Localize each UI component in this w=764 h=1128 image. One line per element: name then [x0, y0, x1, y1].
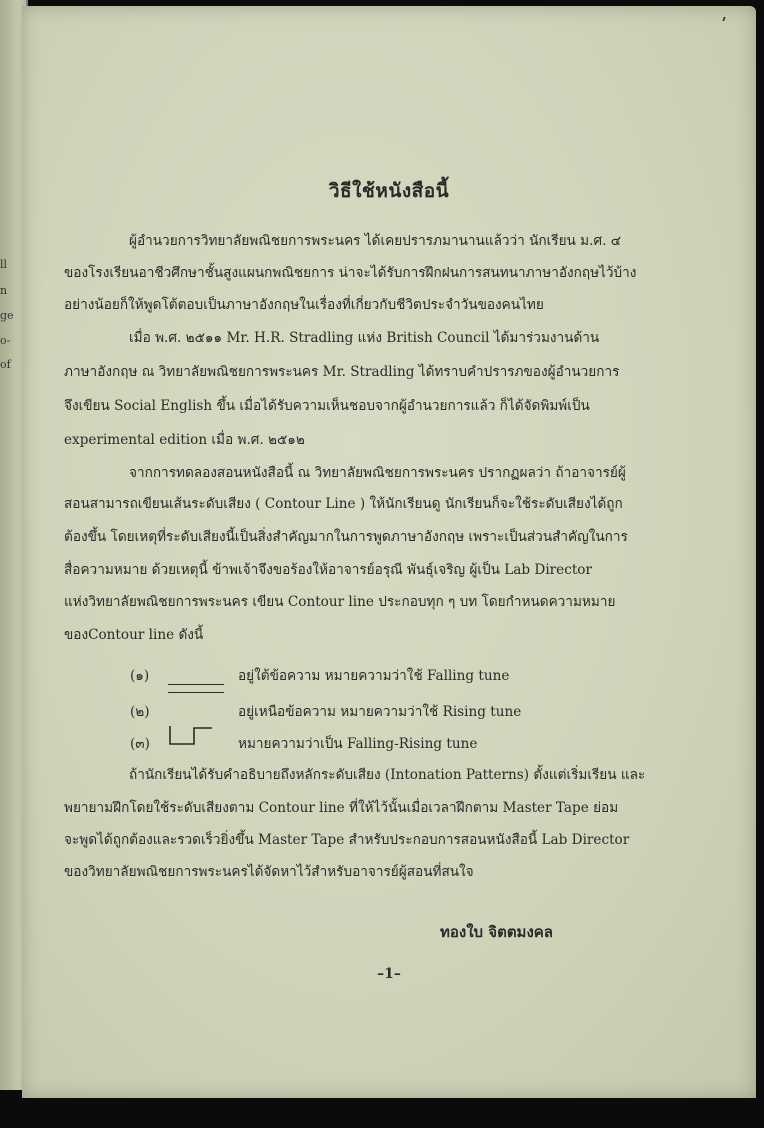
paragraph-2-line-2: ภาษาอังกฤษ ณ วิทยาลัยพณิชยการพระนคร Mr. Stradling ได้ทราบคำปรารภของผู้อำนวยการ [64, 364, 620, 380]
prev-page-fragment: of [0, 358, 11, 371]
paragraph-1-line-3: อย่างน้อยก็ให้พูดโต้ตอบเป็นภาษาอังกฤษในเรื่องที่เกี่ยวกับชีวิตประจำวันของคนไทย [64, 297, 544, 313]
author-signature: ทองใบ จิตตมงคล [440, 923, 553, 941]
contour-item-description: อยู่ใต้ข้อความ หมายความว่าใช้ Falling tune [238, 668, 510, 684]
prev-page-fragment: ll [0, 258, 8, 271]
paragraph-3-line-6: ของContour line ดังนี้ [64, 627, 204, 643]
prev-page-fragment: o- [0, 334, 11, 347]
contour-item-number: (๒) [130, 704, 150, 720]
contour-item-description: อยู่เหนือข้อความ หมายความว่าใช้ Rising tune [238, 704, 522, 720]
contour-item-falling-rising [22, 724, 756, 758]
falling-contour-line [168, 684, 224, 685]
corner-mark: ’ [721, 14, 727, 35]
contour-item-falling [22, 660, 756, 690]
paragraph-1-line-1: ผู้อำนวยการวิทยาลัยพณิชยการพระนคร ได้เคยปรารภมานานแล้วว่า นักเรียน ม.ศ. ๔ [129, 233, 622, 249]
contour-item-rising [22, 692, 756, 722]
contour-item-number: (๑) [130, 668, 150, 684]
rising-contour-line [168, 692, 224, 693]
book-page [22, 6, 756, 1098]
page-title: วิธีใช้หนังสือนี้ [328, 180, 450, 202]
contour-item-number: (๓) [130, 736, 150, 752]
paragraph-3-line-2: สอนสามารถเขียนเส้นระดับเสียง ( Contour Line ) ให้นักเรียนดู นักเรียนก็จะใช้ระดับเสียงได้ถูก [64, 496, 623, 512]
paragraph-2-line-3: จึงเขียน Social English ขึ้น เมื่อได้รับความเห็นชอบจากผู้อำนวยการแล้ว ก็ได้จัดพิมพ์เป็น [64, 398, 590, 414]
paragraph-1-line-2: ของโรงเรียนอาชีวศึกษาชั้นสูงแผนกพณิชยการ น่าจะได้รับการฝึกฝนการสนทนาภาษาอังกฤษไว้บ้าง [64, 265, 637, 281]
paragraph-2-line-4: experimental edition เมื่อ พ.ศ. ๒๕๑๒ [64, 432, 305, 448]
contour-item-description: หมายความว่าเป็น Falling-Rising tune [238, 736, 478, 752]
paragraph-2-line-1: เมื่อ พ.ศ. ๒๕๑๑ Mr. H.R. Stradling แห่ง British Council ได้มาร่วมงานด้าน [129, 330, 600, 346]
paragraph-3-line-3: ต้องขึ้น โดยเหตุที่ระดับเสียงนี้เป็นสิ่งสำคัญมากในการพูดภาษาอังกฤษ เพราะเป็นส่วนสำคัญในการ [64, 529, 628, 545]
paragraph-3-line-1: จากการทดลองสอนหนังสือนี้ ณ วิทยาลัยพณิชยการพระนคร ปรากฏผลว่า ถ้าอาจารย์ผู้ [129, 465, 626, 481]
falling-rising-contour-line [168, 724, 214, 746]
paragraph-3-line-5: แห่งวิทยาลัยพณิชยการพระนคร เขียน Contour line ประกอบทุก ๆ บท โดยกำหนดความหมาย [64, 594, 616, 610]
paragraph-3-line-4: สื่อความหมาย ด้วยเหตุนี้ ข้าพเจ้าจึงขอร้องให้อาจารย์อรุณี พันธุ์เจริญ ผู้เป็น Lab Director [64, 562, 592, 578]
paragraph-4-line-4: ของวิทยาลัยพณิชยการพระนครได้จัดหาไว้สำหรับอาจารย์ผู้สอนที่สนใจ [64, 864, 474, 880]
prev-page-fragment: n [0, 284, 8, 297]
paragraph-4-line-3: จะพูดได้ถูกต้องและรวดเร็วยิ่งขึ้น Master Tape สำหรับประกอบการสอนหนังสือนี้ Lab Director [64, 832, 630, 848]
prev-page-fragment: ge [0, 309, 14, 322]
paragraph-4-line-1: ถ้านักเรียนได้รับคำอธิบายถึงหลักระดับเสียง (Intonation Patterns) ตั้งแต่เริ่มเรียน และ [129, 767, 646, 783]
page-number: –1– [377, 966, 401, 982]
paragraph-4-line-2: พยายามฝึกโดยใช้ระดับเสียงตาม Contour line ที่ให้ไว้นั้นเมื่อเวลาฝึกตาม Master Tape ย่อม [64, 800, 619, 816]
